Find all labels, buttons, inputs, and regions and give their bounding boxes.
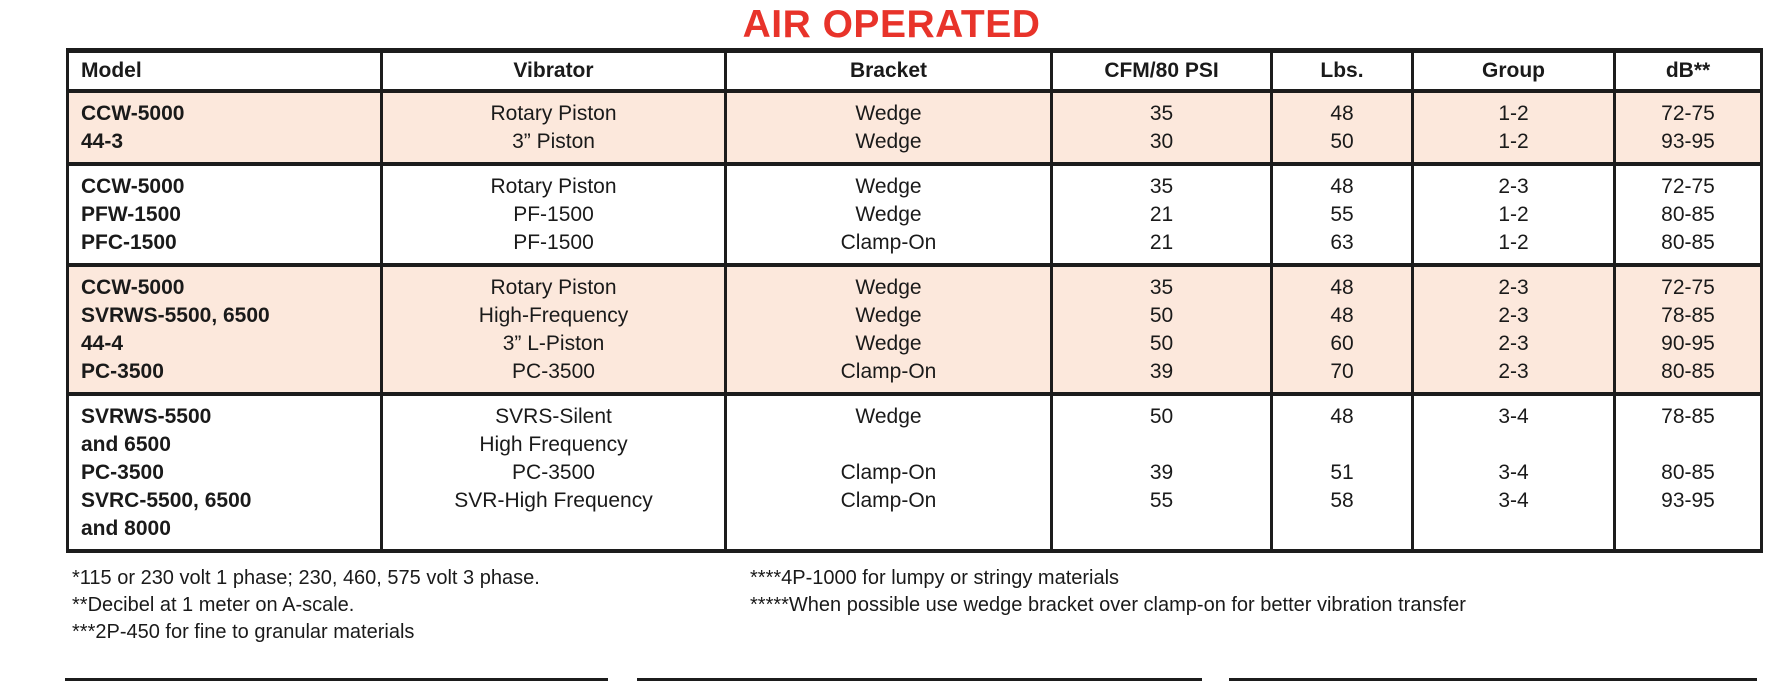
cell-line: PFC-1500 <box>81 231 177 254</box>
cell <box>726 91 1052 164</box>
header-cell-0: Model <box>68 51 382 92</box>
cell-line: Wedge <box>855 405 922 428</box>
header-cell-6: dB** <box>1615 51 1762 92</box>
cell-line: 1-2 <box>1498 231 1529 254</box>
cell-line: 72-75 <box>1661 276 1715 299</box>
cell <box>1615 265 1762 394</box>
cell-line: 3” Piston <box>512 130 595 153</box>
cell-line: 50 <box>1149 304 1174 327</box>
cell-line: 2-3 <box>1498 332 1529 355</box>
cell-line: 58 <box>1330 489 1354 512</box>
cell-line: PF-1500 <box>513 231 594 254</box>
cell-line: 48 <box>1330 175 1354 198</box>
cell <box>382 164 726 265</box>
cell <box>382 91 726 164</box>
header-cell-5: Group <box>1413 51 1615 92</box>
cell-line: 1-2 <box>1498 102 1529 125</box>
cell-line: PC-3500 <box>512 461 595 484</box>
cell-line: 50 <box>1149 405 1174 428</box>
cell-line: CCW-5000 <box>81 276 185 299</box>
cell-line: 63 <box>1330 231 1354 254</box>
cell-line: 2-3 <box>1498 175 1529 198</box>
cell-line: 80-85 <box>1661 461 1715 484</box>
cell-line: Rotary Piston <box>490 276 617 299</box>
cell-line <box>1616 515 1760 543</box>
cell-line <box>1616 431 1760 459</box>
cell-line: 78-85 <box>1661 304 1715 327</box>
cell <box>726 394 1052 551</box>
cell-line: 51 <box>1330 461 1354 484</box>
header-cell-2: Bracket <box>726 51 1052 92</box>
cell-line: and 8000 <box>81 517 171 540</box>
cell-line: Wedge <box>855 276 922 299</box>
catalog-page <box>0 4 1783 687</box>
table-header <box>68 51 1762 92</box>
cell-line: 35 <box>1149 175 1174 198</box>
cell-line <box>1414 515 1613 543</box>
cell-line: PC-3500 <box>81 461 164 484</box>
header-cell-3: CFM/80 PSI <box>1052 51 1272 92</box>
cell <box>1615 394 1762 551</box>
header-row <box>68 51 1762 92</box>
cell-line: 55 <box>1149 489 1174 512</box>
cell-line: 39 <box>1149 360 1174 383</box>
cell <box>726 265 1052 394</box>
group-row-2 <box>68 164 1762 265</box>
cell-line: SVRWS-5500 <box>81 405 212 428</box>
cell-line: Rotary Piston <box>490 175 617 198</box>
cell <box>1413 164 1615 265</box>
cell-line <box>727 515 1050 543</box>
cell <box>1272 265 1413 394</box>
cell <box>1272 394 1413 551</box>
cell <box>68 91 382 164</box>
cell-line: SVRS-Silent <box>495 405 612 428</box>
cell-line: High Frequency <box>479 433 628 456</box>
cell <box>1052 91 1272 164</box>
divider <box>65 678 608 681</box>
table-body <box>68 91 1762 551</box>
cell-line: CCW-5000 <box>81 102 185 125</box>
group-row-1 <box>68 91 1762 164</box>
cell-line: Wedge <box>855 130 922 153</box>
cell-line: SVR-High Frequency <box>454 489 653 512</box>
cell-line: 35 <box>1149 276 1174 299</box>
cell <box>68 164 382 265</box>
cell-line: Wedge <box>855 332 922 355</box>
divider <box>637 678 1202 681</box>
cell <box>1615 164 1762 265</box>
cell-line: 80-85 <box>1661 360 1715 383</box>
cell-line: 60 <box>1330 332 1354 355</box>
group-row-4 <box>68 394 1762 551</box>
cell <box>1413 91 1615 164</box>
cell-line: 50 <box>1149 332 1174 355</box>
page-title: AIR OPERATED <box>742 3 1041 46</box>
group-row-3 <box>68 265 1762 394</box>
cell-line: Clamp-On <box>840 489 937 512</box>
cell-line: 1-2 <box>1498 203 1529 226</box>
cell <box>1272 164 1413 265</box>
cell-line: Clamp-On <box>840 231 937 254</box>
cell-line: SVRWS-5500, 6500 <box>81 304 270 327</box>
cell-line: 30 <box>1149 130 1174 153</box>
cell <box>1052 394 1272 551</box>
cell-line: Wedge <box>855 175 922 198</box>
cell-line: PF-1500 <box>513 203 594 226</box>
cell-line: 2-3 <box>1498 360 1529 383</box>
cell-line: 50 <box>1330 130 1354 153</box>
cell-line: High-Frequency <box>478 304 629 327</box>
cell-line <box>1053 431 1270 459</box>
cell <box>1272 91 1413 164</box>
cell-line: Rotary Piston <box>490 102 617 125</box>
cell <box>382 394 726 551</box>
air-operated-spec-table <box>66 48 1763 553</box>
cell-line: and 6500 <box>81 433 171 456</box>
cell-line: Wedge <box>855 102 922 125</box>
cell <box>1615 91 1762 164</box>
footnote: *115 or 230 volt 1 phase; 230, 460, 575 volt 3 phase. <box>72 567 540 589</box>
cell-line: Clamp-On <box>840 360 937 383</box>
cell <box>1413 394 1615 551</box>
cell-line: 80-85 <box>1661 203 1715 226</box>
cell-line: CCW-5000 <box>81 175 185 198</box>
cell <box>68 394 382 551</box>
cell-line <box>1414 431 1613 459</box>
cell-line: 21 <box>1149 203 1174 226</box>
cell-line: 93-95 <box>1661 489 1715 512</box>
cell <box>382 265 726 394</box>
cell <box>1052 265 1272 394</box>
cell-line <box>1273 515 1411 543</box>
cell-line: 48 <box>1330 102 1354 125</box>
footnote: ****4P-1000 for lumpy or stringy materials <box>750 567 1120 589</box>
cell-line: 3-4 <box>1498 461 1529 484</box>
cell-line <box>383 515 724 543</box>
cell-line: 2-3 <box>1498 304 1529 327</box>
cell-line: 3-4 <box>1498 405 1529 428</box>
cell <box>1052 164 1272 265</box>
cell-line <box>727 431 1050 459</box>
cell-line: 48 <box>1330 304 1354 327</box>
header-cell-4: Lbs. <box>1272 51 1413 92</box>
cell-line: 72-75 <box>1661 175 1715 198</box>
cell-line: 78-85 <box>1661 405 1715 428</box>
cell <box>726 164 1052 265</box>
cell-line: 35 <box>1149 102 1174 125</box>
cell-line: 44-4 <box>81 332 124 355</box>
footnotes <box>72 565 1762 646</box>
cell-line: Wedge <box>855 304 922 327</box>
cell-line: PFW-1500 <box>81 203 181 226</box>
cell <box>68 265 382 394</box>
cell-line: 90-95 <box>1661 332 1715 355</box>
cell-line: 1-2 <box>1498 130 1529 153</box>
cell-line: 93-95 <box>1661 130 1715 153</box>
cell-line: Wedge <box>855 203 922 226</box>
cell-line: 44-3 <box>81 130 124 153</box>
cell-line: PC-3500 <box>512 360 595 383</box>
cell-line: 55 <box>1330 203 1354 226</box>
cell-line <box>1053 515 1270 543</box>
footnotes-right <box>750 565 1466 619</box>
cell-line: 70 <box>1330 360 1354 383</box>
header-cell-1: Vibrator <box>382 51 726 92</box>
bottom-dividers <box>65 678 1757 681</box>
cell-line <box>1273 431 1411 459</box>
cell-line: 72-75 <box>1661 102 1715 125</box>
footnote: *****When possible use wedge bracket over clamp-on for better vibration transfer <box>750 594 1466 616</box>
cell-line: 3” L-Piston <box>502 332 605 355</box>
cell-line: 48 <box>1330 276 1354 299</box>
cell-line: PC-3500 <box>81 360 164 383</box>
footnote: ***2P-450 for fine to granular materials <box>72 621 415 643</box>
divider <box>1229 678 1757 681</box>
cell-line: 39 <box>1149 461 1174 484</box>
cell <box>1413 265 1615 394</box>
footnote: **Decibel at 1 meter on A-scale. <box>72 594 355 616</box>
cell-line: 80-85 <box>1661 231 1715 254</box>
cell-line: 2-3 <box>1498 276 1529 299</box>
cell-line: 21 <box>1149 231 1174 254</box>
cell-line: SVRC-5500, 6500 <box>81 489 252 512</box>
cell-line: Clamp-On <box>840 461 937 484</box>
cell-line: 48 <box>1330 405 1354 428</box>
cell-line: 3-4 <box>1498 489 1529 512</box>
